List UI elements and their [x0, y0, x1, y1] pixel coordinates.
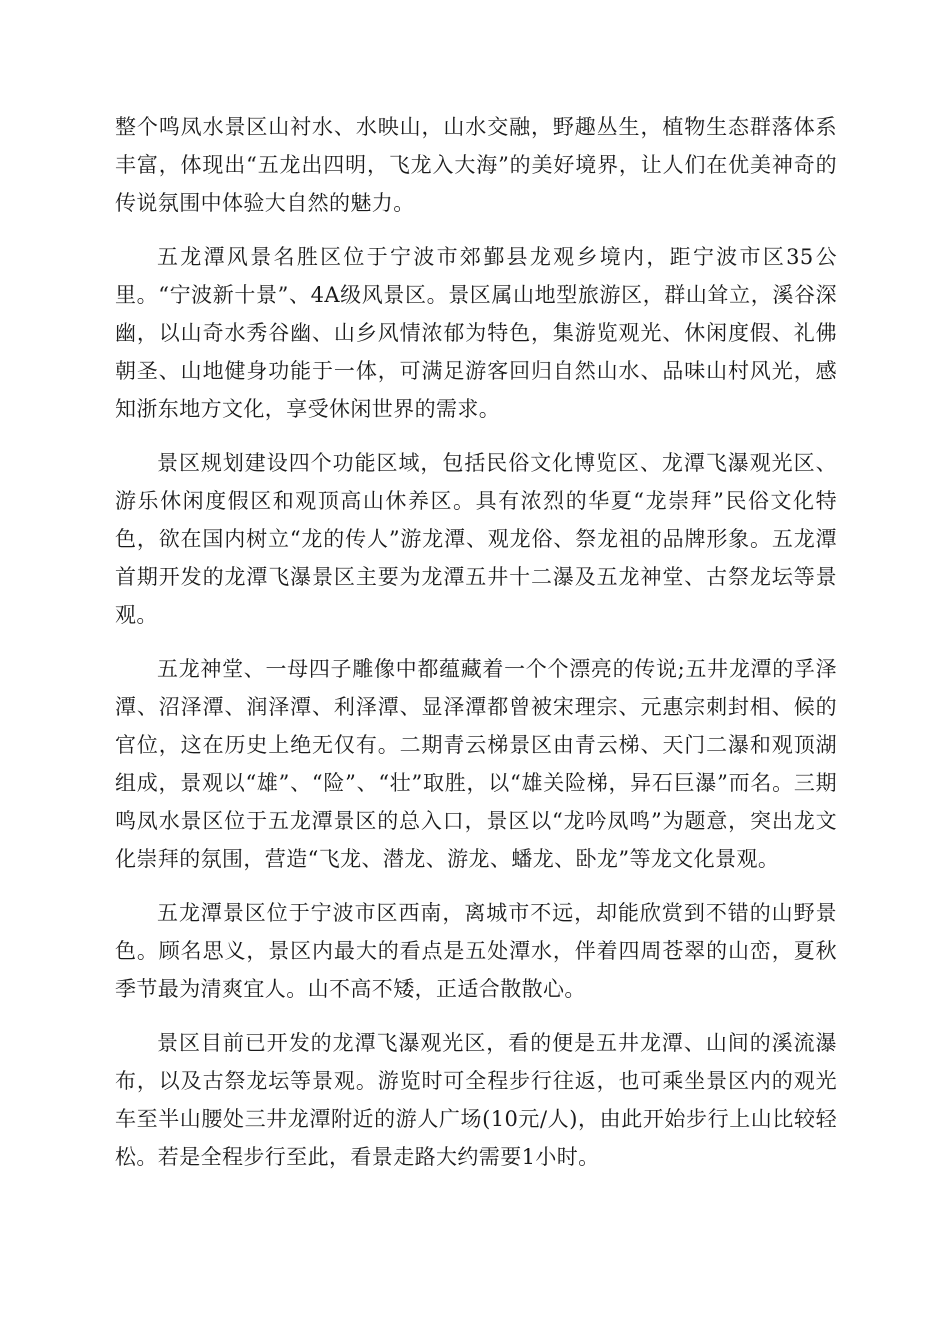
document-body — [115, 108, 837, 1192]
paragraph-6: 景区目前已开发的龙潭飞瀑观光区，看的便是五井龙潭、山间的溪流瀑布，以及古祭龙坛等景观。游览时可全程步行往返，也可乘坐景区内的观光车至半山腰处三井龙潭附近的游人广场(10元/人)，由此开始步行上山比较轻松。若是全程步行至此，看景走路大约需要1小时。 — [115, 1031, 837, 1169]
paragraph-2: 五龙潭风景名胜区位于宁波市郊鄞县龙观乡境内，距宁波市区35公里。“宁波新十景”、4A级风景区。景区属山地型旅游区，群山耸立，溪谷深幽，以山奇水秀谷幽、山乡风情浓郁为特色，集游览观光、休闲度假、礼佛朝圣、山地健身功能于一体，可满足游客回归自然山水、品味山村风光，感知浙东地方文化，享受休闲世界的需求。 — [115, 245, 837, 421]
paragraph-1: 整个鸣凤水景区山衬水、水映山，山水交融，野趣丛生，植物生态群落体系丰富，体现出“五龙出四明，飞龙入大海”的美好境界，让人们在优美神奇的传说氛围中体验大自然的魅力。 — [115, 115, 837, 215]
paragraph-5: 五龙潭景区位于宁波市区西南，离城市不远，却能欣赏到不错的山野景色。顾名思义，景区内最大的看点是五处潭水，伴着四周苍翠的山峦，夏秋季节最为清爽宜人。山不高不矮，正适合散散心。 — [115, 901, 837, 1001]
paragraph-3: 景区规划建设四个功能区域，包括民俗文化博览区、龙潭飞瀑观光区、游乐休闲度假区和观顶高山休养区。具有浓烈的华夏“龙崇拜”民俗文化特色，欲在国内树立“龙的传人”游龙潭、观龙俗、祭龙祖的品牌形象。五龙潭首期开发的龙潭飞瀑景区主要为龙潭五井十二瀑及五龙神堂、古祭龙坛等景观。 — [115, 451, 837, 627]
paragraph-4: 五龙神堂、一母四子雕像中都蕴藏着一个个漂亮的传说;五井龙潭的孚泽潭、沼泽潭、润泽潭、利泽潭、显泽潭都曾被宋理宗、元惠宗刺封相、候的官位，这在历史上绝无仅有。二期青云梯景区由青云梯、天门二瀑和观顶湖组成，景观以“雄”、“险”、“壮”取胜，以“雄关险梯，异石巨瀑”而名。三期鸣凤水景区位于五龙潭景区的总入口，景区以“龙吟凤鸣”为题意，突出龙文化崇拜的氛围，营造“飞龙、潜龙、游龙、蟠龙、卧龙”等龙文化景观。 — [115, 657, 837, 871]
